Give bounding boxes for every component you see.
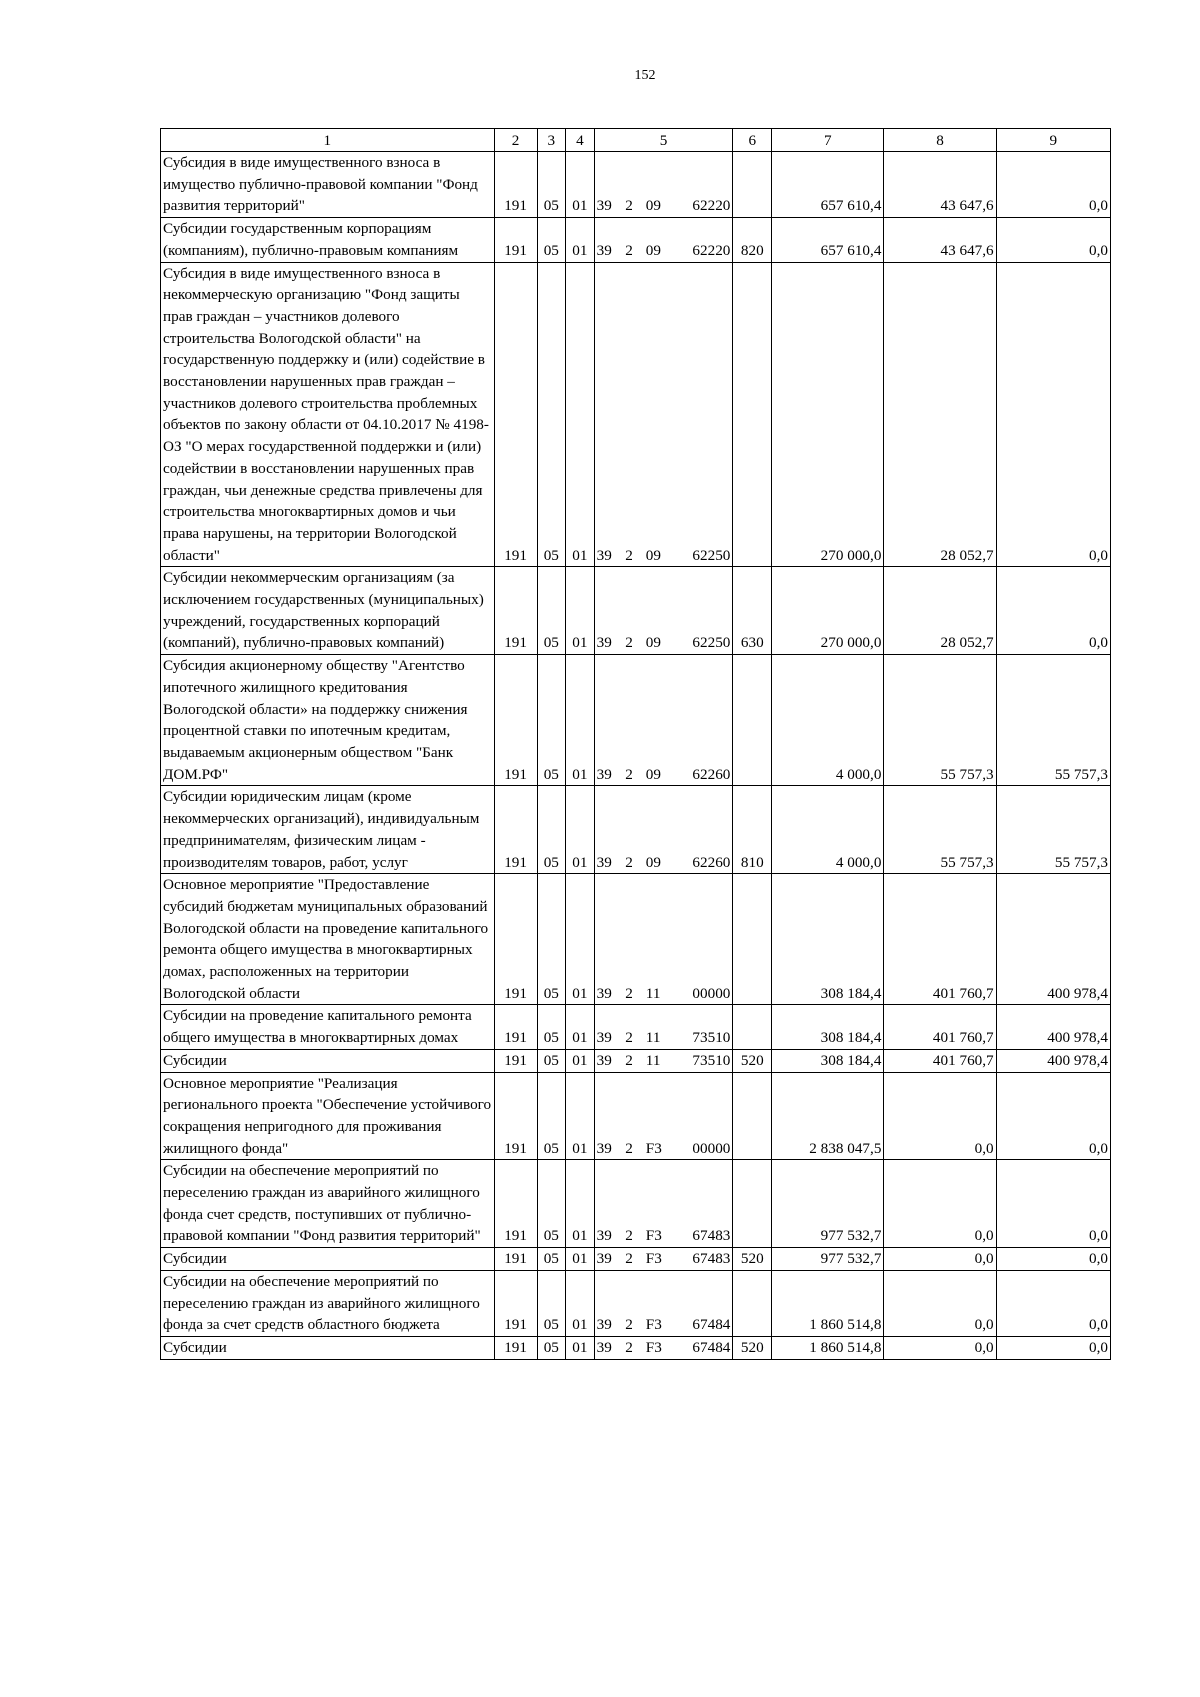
target-article-code-part-1: 39 bbox=[596, 197, 612, 215]
row-subsection-code: 01 bbox=[566, 262, 595, 567]
target-article-code-parts bbox=[597, 1027, 731, 1049]
row-section-code: 05 bbox=[537, 1336, 566, 1359]
row-amount-year-1: 1 860 514,8 bbox=[772, 1336, 884, 1359]
target-article-code-part-1: 39 bbox=[596, 1051, 612, 1069]
row-amount-year-2: 0,0 bbox=[884, 1248, 996, 1271]
row-description: Субсидия в виде имущественного взноса в имущество публично-правовой компании "Фонд развития территорий" bbox=[161, 152, 495, 218]
row-target-article-code bbox=[594, 786, 733, 874]
row-expense-type-code bbox=[733, 1160, 772, 1248]
target-article-code-part-2: 2 bbox=[625, 1316, 633, 1334]
target-article-code-part-3: 11 bbox=[645, 1029, 661, 1047]
target-article-code-part-1: 39 bbox=[596, 1250, 612, 1268]
table-body bbox=[161, 152, 1111, 1360]
target-article-code-parts bbox=[597, 545, 731, 567]
row-amount-year-1: 4 000,0 bbox=[772, 786, 884, 874]
table-row bbox=[161, 1049, 1111, 1072]
target-article-code-parts bbox=[597, 632, 731, 654]
row-description: Основное мероприятие "Реализация регионального проекта "Обеспечение устойчивого сокращения непригодного для проживания жилищного фонда" bbox=[161, 1072, 495, 1160]
target-article-code-parts bbox=[597, 240, 731, 262]
target-article-code-part-3: 09 bbox=[645, 765, 661, 783]
row-description: Основное мероприятие "Предоставление субсидий бюджетам муниципальных образований Вологодской области на проведение капитального ремонта общего имущества в многоквартирных домах, расположенных на территории Вологодской области bbox=[161, 874, 495, 1005]
row-amount-year-2: 0,0 bbox=[884, 1160, 996, 1248]
row-target-article-code bbox=[594, 874, 733, 1005]
row-subsection-code: 01 bbox=[566, 786, 595, 874]
target-article-code-parts bbox=[597, 852, 731, 874]
row-target-article-code bbox=[594, 1072, 733, 1160]
row-amount-year-3: 400 978,4 bbox=[996, 1005, 1110, 1049]
table-row bbox=[161, 1160, 1111, 1248]
target-article-code-part-1: 39 bbox=[596, 1227, 612, 1245]
table-row bbox=[161, 1005, 1111, 1049]
header-col-8: 8 bbox=[884, 129, 996, 152]
row-expense-type-code: 520 bbox=[733, 1049, 772, 1072]
row-section-code: 05 bbox=[537, 1072, 566, 1160]
row-description: Субсидии bbox=[161, 1248, 495, 1271]
target-article-code-part-3: F3 bbox=[645, 1227, 662, 1245]
row-section-code: 05 bbox=[537, 874, 566, 1005]
row-ministry-code: 191 bbox=[494, 1248, 537, 1271]
row-target-article-code bbox=[594, 152, 733, 218]
row-section-code: 05 bbox=[537, 152, 566, 218]
target-article-code-part-4: 67484 bbox=[692, 1316, 731, 1334]
target-article-code-part-3: F3 bbox=[645, 1250, 662, 1268]
target-article-code-part-4: 67484 bbox=[692, 1338, 731, 1356]
row-expense-type-code bbox=[733, 152, 772, 218]
row-amount-year-3: 400 978,4 bbox=[996, 874, 1110, 1005]
row-amount-year-2: 401 760,7 bbox=[884, 1049, 996, 1072]
target-article-code-parts bbox=[597, 1050, 731, 1072]
target-article-code-part-1: 39 bbox=[596, 1338, 612, 1356]
target-article-code-parts bbox=[597, 1314, 731, 1336]
row-amount-year-2: 0,0 bbox=[884, 1336, 996, 1359]
row-description: Субсидии bbox=[161, 1049, 495, 1072]
target-article-code-part-2: 2 bbox=[625, 1139, 633, 1157]
table-row bbox=[161, 655, 1111, 786]
target-article-code-part-2: 2 bbox=[625, 1250, 633, 1268]
row-subsection-code: 01 bbox=[566, 1160, 595, 1248]
row-target-article-code bbox=[594, 567, 733, 655]
target-article-code-part-2: 2 bbox=[625, 197, 633, 215]
row-amount-year-2: 55 757,3 bbox=[884, 786, 996, 874]
row-amount-year-3: 400 978,4 bbox=[996, 1049, 1110, 1072]
row-section-code: 05 bbox=[537, 655, 566, 786]
row-description: Субсидии на обеспечение мероприятий по переселению граждан из аварийного жилищного фонда счет средств, поступивших от публично-правовой компании "Фонд развития территорий" bbox=[161, 1160, 495, 1248]
table-row bbox=[161, 1072, 1111, 1160]
row-expense-type-code: 630 bbox=[733, 567, 772, 655]
header-col-9: 9 bbox=[996, 129, 1110, 152]
row-subsection-code: 01 bbox=[566, 1248, 595, 1271]
target-article-code-part-3: 09 bbox=[645, 853, 661, 871]
row-amount-year-3: 0,0 bbox=[996, 1336, 1110, 1359]
row-target-article-code bbox=[594, 1248, 733, 1271]
row-amount-year-2: 28 052,7 bbox=[884, 567, 996, 655]
target-article-code-part-4: 62220 bbox=[692, 241, 731, 259]
row-amount-year-2: 55 757,3 bbox=[884, 655, 996, 786]
row-amount-year-1: 657 610,4 bbox=[772, 152, 884, 218]
target-article-code-part-2: 2 bbox=[625, 546, 633, 564]
row-amount-year-3: 0,0 bbox=[996, 1072, 1110, 1160]
target-article-code-part-3: 11 bbox=[645, 1051, 661, 1069]
row-description: Субсидии юридическим лицам (кроме некоммерческих организаций), индивидуальным предпринимателям, физическим лицам - производителям товаров, работ, услуг bbox=[161, 786, 495, 874]
row-amount-year-2: 401 760,7 bbox=[884, 1005, 996, 1049]
row-ministry-code: 191 bbox=[494, 262, 537, 567]
row-subsection-code: 01 bbox=[566, 218, 595, 262]
row-target-article-code bbox=[594, 1005, 733, 1049]
row-ministry-code: 191 bbox=[494, 1049, 537, 1072]
target-article-code-part-2: 2 bbox=[625, 1051, 633, 1069]
table-row bbox=[161, 567, 1111, 655]
table-row bbox=[161, 1336, 1111, 1359]
row-section-code: 05 bbox=[537, 1160, 566, 1248]
table-row bbox=[161, 874, 1111, 1005]
row-target-article-code bbox=[594, 1336, 733, 1359]
target-article-code-part-3: 09 bbox=[645, 197, 661, 215]
row-amount-year-2: 0,0 bbox=[884, 1270, 996, 1336]
target-article-code-part-3: F3 bbox=[645, 1338, 662, 1356]
target-article-code-part-1: 39 bbox=[596, 1139, 612, 1157]
row-amount-year-2: 43 647,6 bbox=[884, 152, 996, 218]
row-ministry-code: 191 bbox=[494, 1072, 537, 1160]
row-amount-year-1: 1 860 514,8 bbox=[772, 1270, 884, 1336]
row-ministry-code: 191 bbox=[494, 786, 537, 874]
target-article-code-part-1: 39 bbox=[596, 853, 612, 871]
target-article-code-part-2: 2 bbox=[625, 984, 633, 1002]
row-expense-type-code bbox=[733, 1270, 772, 1336]
row-expense-type-code bbox=[733, 1005, 772, 1049]
row-description: Субсидия акционерному обществу "Агентство ипотечного жилищного кредитования Вологодской области» на поддержку снижения процентной ставки по ипотечным кредитам, выдаваемым акционерным обществом "Банк ДОМ.РФ" bbox=[161, 655, 495, 786]
row-expense-type-code bbox=[733, 874, 772, 1005]
row-description: Субсидии государственным корпорациям (компаниям), публично-правовым компаниям bbox=[161, 218, 495, 262]
header-col-2: 2 bbox=[494, 129, 537, 152]
budget-table bbox=[160, 128, 1111, 1360]
row-description: Субсидия в виде имущественного взноса в некоммерческую организацию "Фонд защиты прав граждан – участников долевого строительства Вологодской области" на государственную поддержку и (или) содействие в восстановлении нарушенных прав граждан – участников долевого строительства проблемных объектов по закону области от 04.10.2017 № 4198-ОЗ "О мерах государственной поддержки и (или) содействии в восстановлении нарушенных прав граждан, чьи денежные средства привлечены для строительства многоквартирных домов и чьи права нарушены, на территории Вологодской области" bbox=[161, 262, 495, 567]
target-article-code-part-4: 62260 bbox=[692, 765, 731, 783]
row-target-article-code bbox=[594, 1270, 733, 1336]
row-amount-year-2: 28 052,7 bbox=[884, 262, 996, 567]
row-amount-year-3: 0,0 bbox=[996, 218, 1110, 262]
target-article-code-part-4: 62260 bbox=[692, 853, 731, 871]
row-section-code: 05 bbox=[537, 1049, 566, 1072]
row-amount-year-1: 977 532,7 bbox=[772, 1160, 884, 1248]
row-amount-year-1: 308 184,4 bbox=[772, 874, 884, 1005]
table-row bbox=[161, 152, 1111, 218]
row-subsection-code: 01 bbox=[566, 567, 595, 655]
target-article-code-parts bbox=[597, 1138, 731, 1160]
row-subsection-code: 01 bbox=[566, 1005, 595, 1049]
row-expense-type-code: 820 bbox=[733, 218, 772, 262]
row-amount-year-3: 0,0 bbox=[996, 152, 1110, 218]
row-description: Субсидии на проведение капитального ремонта общего имущества в многоквартирных домах bbox=[161, 1005, 495, 1049]
row-section-code: 05 bbox=[537, 786, 566, 874]
row-amount-year-1: 270 000,0 bbox=[772, 567, 884, 655]
row-subsection-code: 01 bbox=[566, 152, 595, 218]
row-subsection-code: 01 bbox=[566, 874, 595, 1005]
target-article-code-part-1: 39 bbox=[596, 765, 612, 783]
target-article-code-part-1: 39 bbox=[596, 241, 612, 259]
row-amount-year-2: 401 760,7 bbox=[884, 874, 996, 1005]
row-section-code: 05 bbox=[537, 1005, 566, 1049]
target-article-code-part-4: 67483 bbox=[692, 1227, 731, 1245]
row-expense-type-code: 520 bbox=[733, 1248, 772, 1271]
target-article-code-part-3: 11 bbox=[645, 984, 661, 1002]
row-expense-type-code bbox=[733, 262, 772, 567]
row-amount-year-1: 657 610,4 bbox=[772, 218, 884, 262]
row-target-article-code bbox=[594, 655, 733, 786]
row-section-code: 05 bbox=[537, 218, 566, 262]
header-col-1: 1 bbox=[161, 129, 495, 152]
target-article-code-parts bbox=[597, 1225, 731, 1247]
row-amount-year-1: 308 184,4 bbox=[772, 1005, 884, 1049]
table-row bbox=[161, 218, 1111, 262]
target-article-code-part-2: 2 bbox=[625, 241, 633, 259]
row-ministry-code: 191 bbox=[494, 1160, 537, 1248]
table-row bbox=[161, 1270, 1111, 1336]
target-article-code-part-3: 09 bbox=[645, 546, 661, 564]
target-article-code-part-4: 00000 bbox=[692, 1139, 731, 1157]
target-article-code-part-4: 62250 bbox=[692, 546, 731, 564]
row-amount-year-3: 0,0 bbox=[996, 262, 1110, 567]
target-article-code-parts bbox=[597, 195, 731, 217]
row-amount-year-1: 308 184,4 bbox=[772, 1049, 884, 1072]
row-description: Субсидии на обеспечение мероприятий по переселению граждан из аварийного жилищного фонда за счет средств областного бюджета bbox=[161, 1270, 495, 1336]
row-amount-year-2: 0,0 bbox=[884, 1072, 996, 1160]
row-ministry-code: 191 bbox=[494, 874, 537, 1005]
row-amount-year-2: 43 647,6 bbox=[884, 218, 996, 262]
target-article-code-parts bbox=[597, 764, 731, 786]
header-col-3: 3 bbox=[537, 129, 566, 152]
row-target-article-code bbox=[594, 262, 733, 567]
row-amount-year-3: 0,0 bbox=[996, 1160, 1110, 1248]
row-section-code: 05 bbox=[537, 1270, 566, 1336]
header-col-7: 7 bbox=[772, 129, 884, 152]
target-article-code-parts bbox=[597, 1337, 731, 1359]
row-description: Субсидии bbox=[161, 1336, 495, 1359]
row-target-article-code bbox=[594, 1049, 733, 1072]
target-article-code-part-4: 62220 bbox=[692, 197, 731, 215]
row-amount-year-1: 2 838 047,5 bbox=[772, 1072, 884, 1160]
row-section-code: 05 bbox=[537, 1248, 566, 1271]
row-ministry-code: 191 bbox=[494, 1336, 537, 1359]
target-article-code-part-2: 2 bbox=[625, 853, 633, 871]
target-article-code-part-2: 2 bbox=[625, 1029, 633, 1047]
table-row bbox=[161, 786, 1111, 874]
target-article-code-part-2: 2 bbox=[625, 634, 633, 652]
row-subsection-code: 01 bbox=[566, 1072, 595, 1160]
target-article-code-part-4: 73510 bbox=[692, 1029, 731, 1047]
table-row bbox=[161, 1248, 1111, 1271]
target-article-code-part-3: F3 bbox=[645, 1139, 662, 1157]
row-expense-type-code: 810 bbox=[733, 786, 772, 874]
row-amount-year-1: 4 000,0 bbox=[772, 655, 884, 786]
row-amount-year-3: 0,0 bbox=[996, 1270, 1110, 1336]
table-row bbox=[161, 262, 1111, 567]
row-expense-type-code bbox=[733, 1072, 772, 1160]
header-col-6: 6 bbox=[733, 129, 772, 152]
row-subsection-code: 01 bbox=[566, 655, 595, 786]
target-article-code-part-2: 2 bbox=[625, 1338, 633, 1356]
header-row bbox=[161, 129, 1111, 152]
row-target-article-code bbox=[594, 218, 733, 262]
row-ministry-code: 191 bbox=[494, 1270, 537, 1336]
target-article-code-part-1: 39 bbox=[596, 1029, 612, 1047]
target-article-code-part-1: 39 bbox=[596, 546, 612, 564]
row-amount-year-3: 55 757,3 bbox=[996, 786, 1110, 874]
target-article-code-parts bbox=[597, 1248, 731, 1270]
row-subsection-code: 01 bbox=[566, 1336, 595, 1359]
row-description: Субсидии некоммерческим организациям (за исключением государственных (муниципальных) учреждений, государственных корпораций (компаний), публично-правовых компаний) bbox=[161, 567, 495, 655]
target-article-code-parts bbox=[597, 983, 731, 1005]
target-article-code-part-4: 62250 bbox=[692, 634, 731, 652]
target-article-code-part-1: 39 bbox=[596, 984, 612, 1002]
row-section-code: 05 bbox=[537, 262, 566, 567]
row-target-article-code bbox=[594, 1160, 733, 1248]
row-section-code: 05 bbox=[537, 567, 566, 655]
target-article-code-part-1: 39 bbox=[596, 634, 612, 652]
row-subsection-code: 01 bbox=[566, 1049, 595, 1072]
row-amount-year-3: 0,0 bbox=[996, 1248, 1110, 1271]
row-amount-year-1: 270 000,0 bbox=[772, 262, 884, 567]
row-amount-year-1: 977 532,7 bbox=[772, 1248, 884, 1271]
row-ministry-code: 191 bbox=[494, 1005, 537, 1049]
row-amount-year-3: 0,0 bbox=[996, 567, 1110, 655]
header-col-4: 4 bbox=[566, 129, 595, 152]
target-article-code-part-4: 67483 bbox=[692, 1250, 731, 1268]
target-article-code-part-2: 2 bbox=[625, 765, 633, 783]
target-article-code-part-4: 00000 bbox=[692, 984, 731, 1002]
row-ministry-code: 191 bbox=[494, 655, 537, 786]
row-expense-type-code: 520 bbox=[733, 1336, 772, 1359]
target-article-code-part-1: 39 bbox=[596, 1316, 612, 1334]
row-amount-year-3: 55 757,3 bbox=[996, 655, 1110, 786]
row-ministry-code: 191 bbox=[494, 218, 537, 262]
target-article-code-part-3: 09 bbox=[645, 634, 661, 652]
row-ministry-code: 191 bbox=[494, 152, 537, 218]
header-col-5: 5 bbox=[594, 129, 733, 152]
target-article-code-part-3: 09 bbox=[645, 241, 661, 259]
row-expense-type-code bbox=[733, 655, 772, 786]
row-ministry-code: 191 bbox=[494, 567, 537, 655]
target-article-code-part-3: F3 bbox=[645, 1316, 662, 1334]
row-subsection-code: 01 bbox=[566, 1270, 595, 1336]
target-article-code-part-4: 73510 bbox=[692, 1051, 731, 1069]
target-article-code-part-2: 2 bbox=[625, 1227, 633, 1245]
page-number: 152 bbox=[634, 68, 656, 83]
